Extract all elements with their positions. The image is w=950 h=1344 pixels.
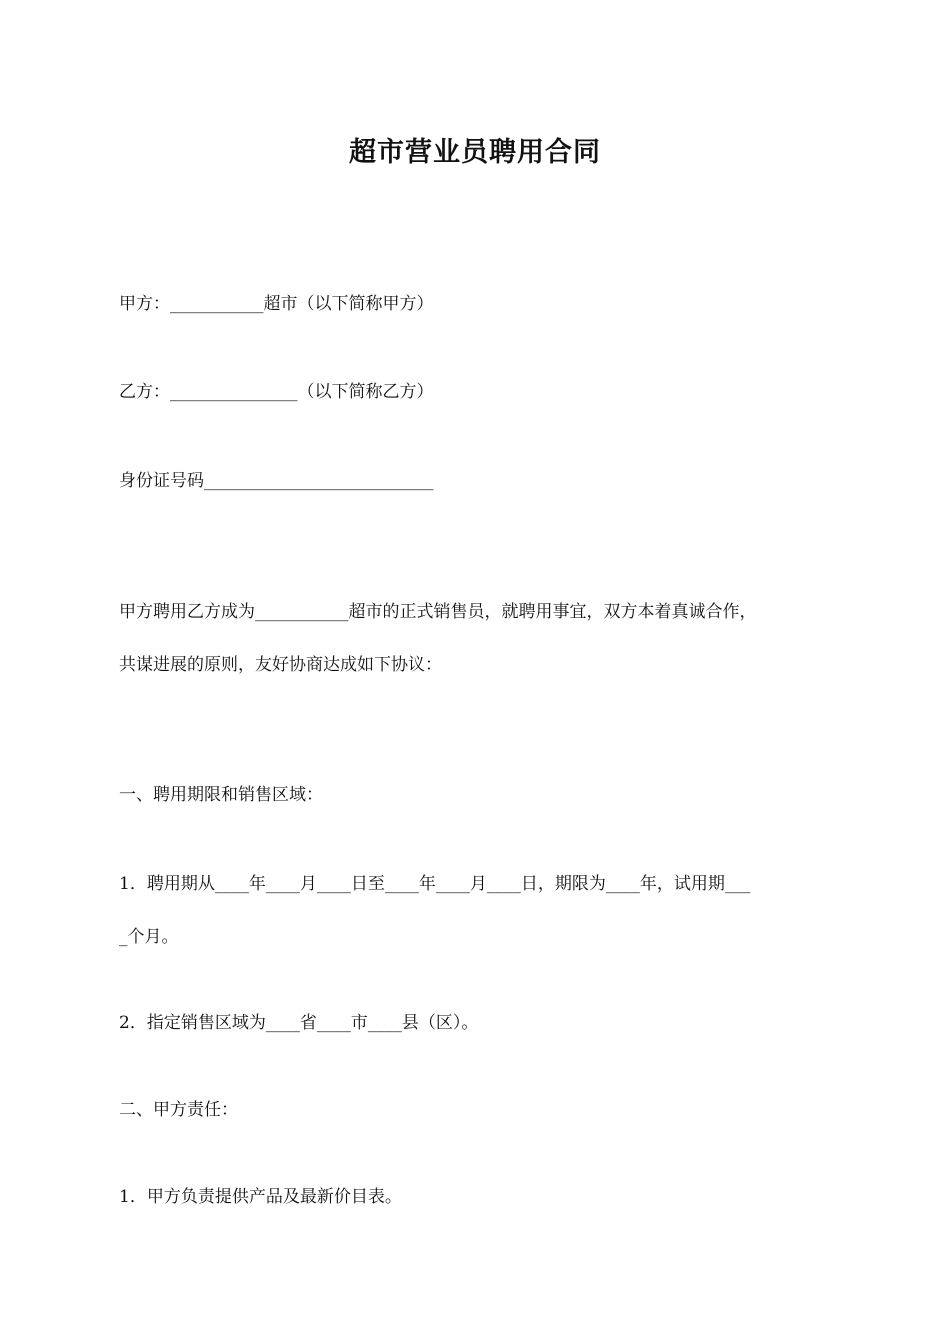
section-2-heading: 二、甲方责任： [119,1100,238,1120]
party-b-line: 乙方：_______________（以下简称乙方） [119,382,434,402]
party-a-line: 甲方：___________超市（以下简称甲方） [119,294,434,314]
section-1-item-2: 2．指定销售区域为____省____市____县（区）。 [119,1013,479,1033]
id-number-line: 身份证号码___________________________ [119,471,434,491]
section-1-item-1-line-1: 1．聘用期从____年____月____日至____年____月____日，期限为____年，试用期___ [119,874,751,894]
document-title: 超市营业员聘用合同 [349,137,601,168]
section-1-item-1-line-2: _个月。 [119,927,179,947]
section-1-heading: 一、聘用期限和销售区域： [119,785,323,805]
intro-paragraph-line-1: 甲方聘用乙方成为___________超市的正式销售员，就聘用事宜，双方本着真诚合作， [119,602,757,622]
section-2-item-1: 1．甲方负责提供产品及最新价目表。 [119,1187,402,1207]
intro-paragraph-line-2: 共谋进展的原则，友好协商达成如下协议： [119,655,442,675]
